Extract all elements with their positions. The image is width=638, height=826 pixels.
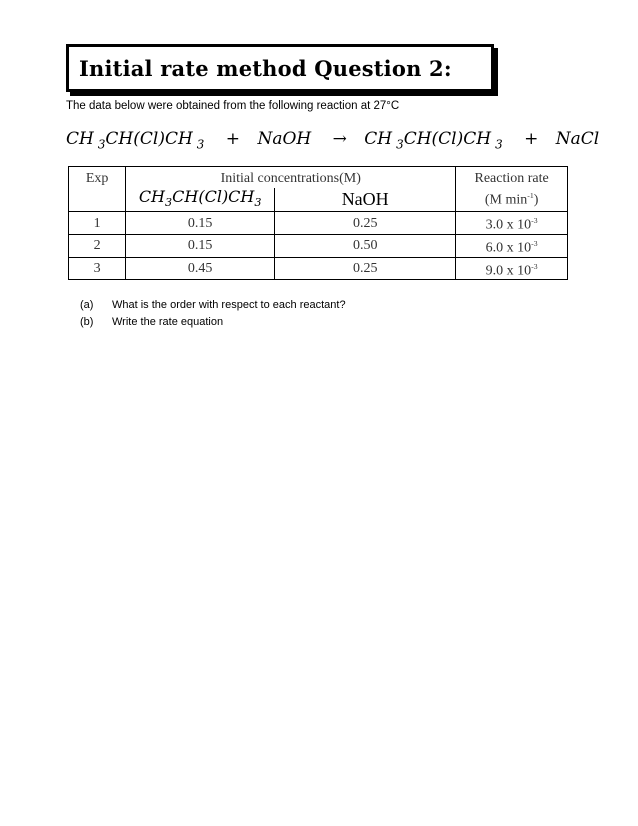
header-initial: Initial concentrations(M) bbox=[126, 167, 456, 189]
cell-conc-2: 0.25 bbox=[275, 257, 456, 280]
table-row bbox=[69, 234, 568, 257]
cell-exp: 3 bbox=[69, 257, 126, 280]
cell-exp: 1 bbox=[69, 212, 126, 235]
table-row bbox=[69, 212, 568, 235]
arrow: → bbox=[332, 129, 347, 149]
cell-rate: 6.0 x $10^{-3}$ bbox=[456, 234, 568, 257]
cell-conc-2: 0.50 bbox=[275, 234, 456, 257]
cell-rate: 3.0 x $10^{-3}$ bbox=[456, 212, 568, 235]
cell-conc-1: 0.45 bbox=[126, 257, 275, 280]
page-title: Initial rate method Question 2: bbox=[79, 55, 452, 81]
cell-conc-1: 0.15 bbox=[126, 234, 275, 257]
table-row bbox=[69, 257, 568, 280]
cell-rate: 9.0 x $10^{-3}$ bbox=[456, 257, 568, 280]
cell-conc-1: 0.15 bbox=[126, 212, 275, 235]
reactant-2: NaOH bbox=[257, 129, 312, 149]
header-exp: Exp bbox=[69, 167, 126, 212]
question-b bbox=[80, 314, 346, 331]
question-label: (b) bbox=[80, 316, 94, 328]
header-rate: Reaction rate (M $\min^{-1}$) bbox=[456, 167, 568, 212]
data-table bbox=[68, 166, 568, 280]
question-label: (a) bbox=[80, 299, 94, 311]
intro-text: The data below were obtained from the following reaction at 27°C bbox=[66, 100, 400, 112]
question-text: Write the rate equation bbox=[112, 316, 224, 328]
cell-exp: 2 bbox=[69, 234, 126, 257]
question-text: What is the order with respect to each reactant? bbox=[112, 299, 346, 311]
subheader-naoh: NaOH bbox=[275, 188, 456, 212]
product-1: CH $_3$CH(Cl)CH $_3$ bbox=[364, 129, 503, 152]
reaction-equation bbox=[66, 129, 600, 152]
cell-conc-2: 0.25 bbox=[275, 212, 456, 235]
question-list bbox=[80, 297, 346, 331]
question-a bbox=[80, 297, 346, 314]
reactant-1: CH $_3$CH(Cl)CH $_3$ bbox=[66, 129, 205, 152]
plus-sign-2: + bbox=[524, 129, 539, 149]
product-2: NaCl bbox=[555, 129, 600, 149]
title-box bbox=[66, 44, 494, 92]
plus-sign: + bbox=[225, 129, 241, 149]
subheader-haloalkane: $CH_3CH(Cl)CH_3$ bbox=[126, 188, 275, 212]
